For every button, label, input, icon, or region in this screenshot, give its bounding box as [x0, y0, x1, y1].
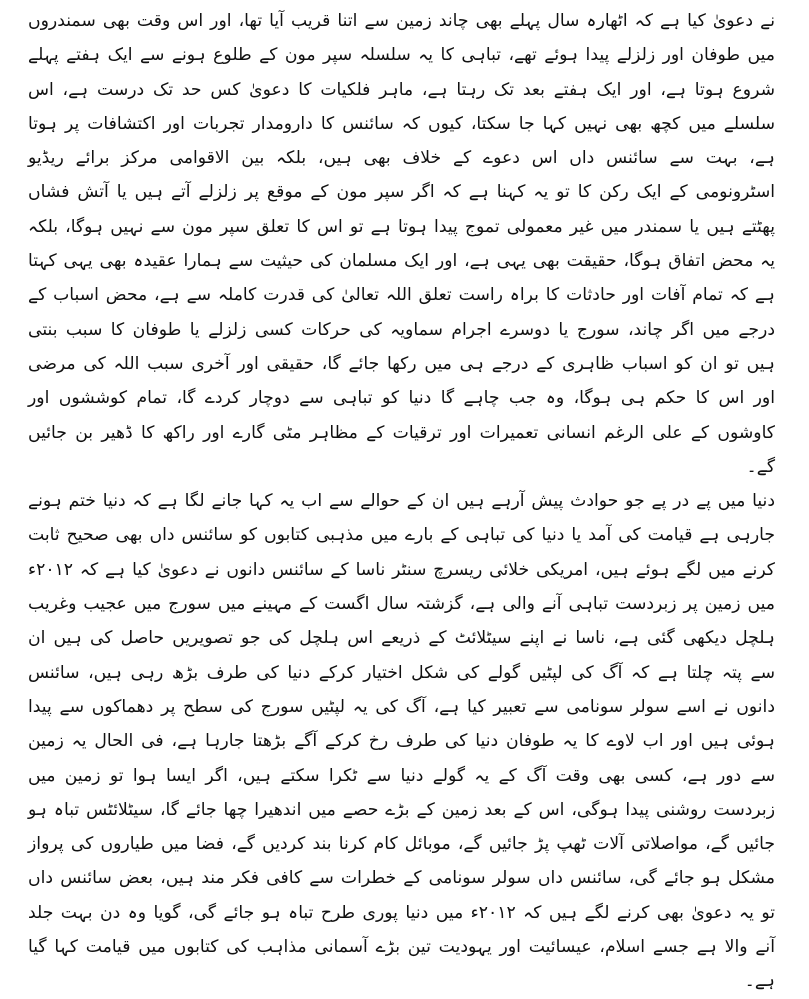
- paragraph-solar-tsunami: دنیا میں پے در پے جو حوادث پیش آرہے ہیں ان کے حوالے سے اب یہ کہا جانے لگا ہے کہ دنیا ختم ہونے جارہی ہے قیامت کی آمد یا دنیا کی تباہی کے بارے میں مذہبی کتابوں کو سائنس داں بھی صحیح ثابت کرنے میں لگے ہوئے ہیں، امریکی خلائی ریسرچ سنٹر ناسا کے سائنس دانوں نے دعویٰ کیا ہے کہ ۲۰۱۲ء میں زمین پر زبردست تباہی آنے والی ہے، گزشتہ سال اگست کے مہینے میں سورج میں عجیب وغریب ہلچل دیکھی گئی ہے، ناسا نے اپنے سیٹلائٹ کے ذریعے اس ہلچل کی جو تصویریں حاصل کی ہیں ان سے پتہ چلتا ہے کہ آگ کی لپٹیں گولے کی شکل اختیار کرکے دنیا کی طرف بڑھ رہی ہیں، سائنس دانوں نے اسے سولر سونامی سے تعبیر کیا ہے، آگ کی یہ لپٹیں سورج کی سطح پر دھماکوں سے پیدا ہوئی ہیں اور اب لاوے کا یہ طوفان دنیا کی طرف رخ کرکے آگے بڑھتا جارہا ہے، فی الحال یہ زمین سے دور ہے، کسی بھی وقت آگ کے یہ گولے دنیا سے ٹکرا سکتے ہیں، اگر ایسا ہوا تو زمین میں زبردست روشنی پیدا ہوگی، اس کے بعد زمین کے بڑے حصے میں اندھیرا چھا جائے گا، سیٹلائٹس تباہ ہو جائیں گے، مواصلاتی آلات ٹھپ پڑ جائیں گے، موبائل کام کرنا بند کردیں گے، فضا میں طیاروں کی پرواز مشکل ہو جائے گی، سائنس داں سولر سونامی کے خطرات سے کافی فکر مند ہیں، بعض سائنس داں تو یہ دعویٰ بھی کرنے لگے ہیں کہ ۲۰۱۲ء میں دنیا پوری طرح تباہ ہو جائے گی، گویا وہ دن بہت جلد آنے والا ہے جسے اسلام، عیسائیت اور یہودیت تین بڑے آسمانی مذاہب کی کتابوں میں قیامت کہا گیا ہے۔: [28, 491, 775, 992]
- paragraph-supermoon: نے دعویٰ کیا ہے کہ اٹھارہ سال پہلے بھی چاند زمین سے اتنا قریب آیا تھا، اور اس وقت بھی سمندروں میں طوفان اور زلزلے پیدا ہوئے تھے، تباہی کا یہ سلسلہ سپر مون کے طلوع ہونے سے ایک ہفتے پہلے شروع ہوتا ہے، اور ایک ہفتے بعد تک رہتا ہے، ماہر فلکیات کا دعویٰ کس حد تک درست ہے، اس سلسلے میں کچھ بھی نہیں کہا جا سکتا، کیوں کہ سائنس کا دارومدار تجربات اور اکتشافات پر ہوتا ہے، بہت سے سائنس داں اس دعوے کے خلاف بھی ہیں، بلکہ بین الاقوامی مرکز برائے ریڈیو اسٹرونومی کے ایک رکن کا تو یہ کہنا ہے کہ اگر سپر مون کے موقع پر زلزلے آتے ہیں یا آتش فشاں پھٹتے ہیں یا سمندر میں غیر معمولی تموج پیدا ہوتا ہے تو اس کا تعلق سپر مون سے نہیں ہوگا، بلکہ یہ محض اتفاق ہوگا، حقیقت بھی یہی ہے، اور ایک مسلمان کی حیثیت سے ہمارا عقیدہ بھی یہی کہتا ہے کہ تمام آفات اور حادثات کا براہ راست تعلق اللہ تعالیٰ کی قدرت کاملہ سے ہے، محض اسباب کے درجے میں اگر چاند، سورج یا دوسرے اجرام سماویہ کی حرکات کسی زلزلے یا طوفان کا سبب بنتی ہیں تو ان کو اسباب ظاہری کے درجے ہی میں رکھا جائے گا، حقیقی اور آخری سبب اللہ کی مرضی اور اس کا حکم ہی ہوگا، وہ جب چاہے گا دنیا کو تباہی سے دوچار کردے گا، تمام کوششوں اور کاوشوں کے علی الرغم انسانی تعمیرات اور ترقیات کے مظاہر مٹی گارے اور راکھ کا ڈھیر بن جائیں گے۔: [28, 11, 775, 477]
